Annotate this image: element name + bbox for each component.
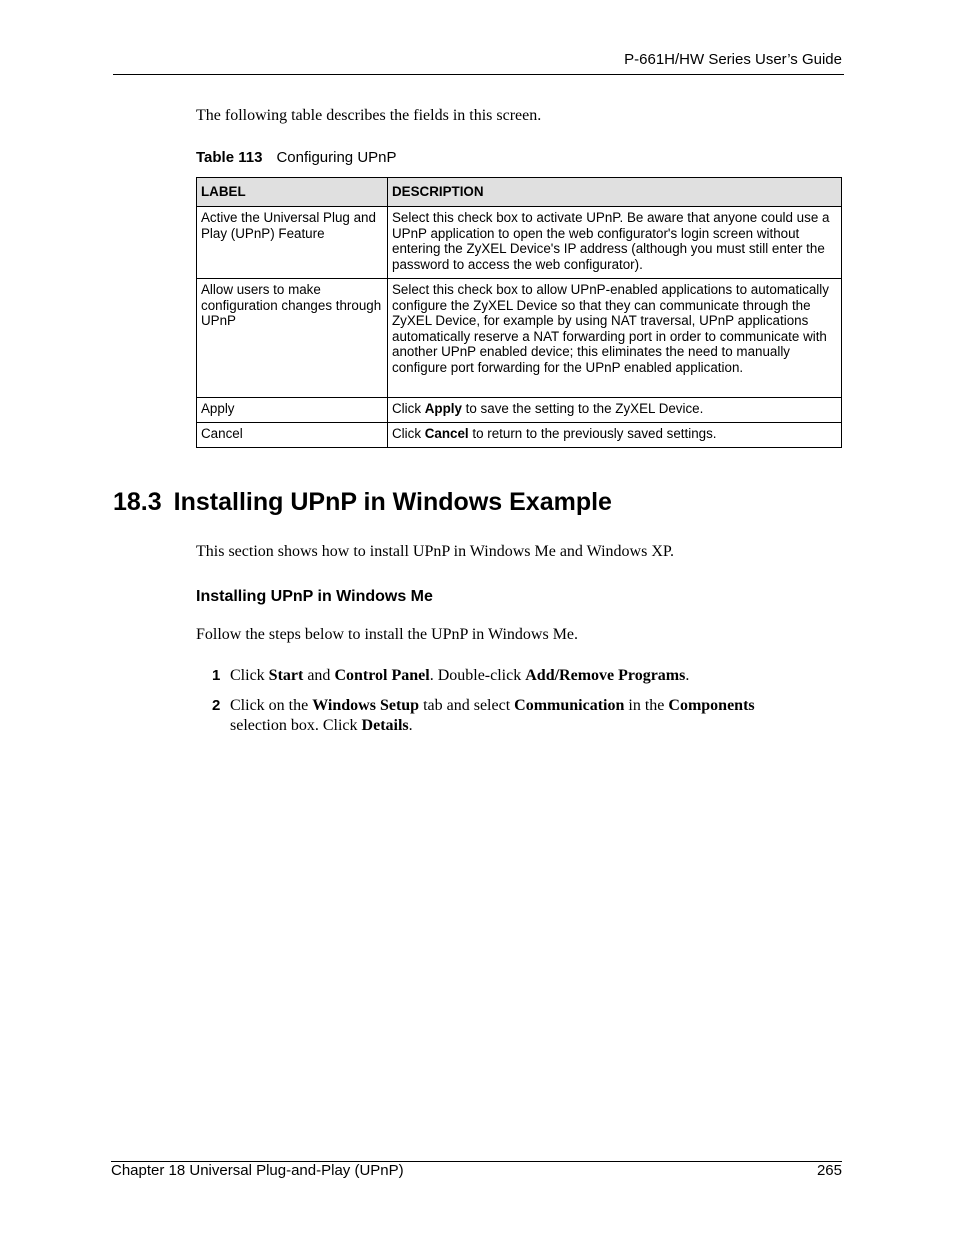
table-caption-title: Configuring UPnP	[276, 149, 397, 166]
step-text-run: Click	[230, 667, 269, 684]
row-label: Active the Universal Plug and Play (UPnP) Feature	[197, 207, 388, 279]
desc-text: Click	[392, 401, 425, 416]
row-label: Allow users to make configuration changes through UPnP	[197, 279, 388, 398]
step-number: 1	[212, 667, 221, 684]
intro-text: The following table describes the fields in this screen.	[196, 107, 542, 124]
section-title: Installing UPnP in Windows Example	[173, 488, 612, 516]
follow-text: Follow the steps below to install the UPnP in Windows Me.	[196, 626, 579, 643]
row-label: Cancel	[197, 423, 388, 448]
ui-term: Start	[268, 667, 304, 684]
table-row	[197, 279, 842, 398]
desc-bold: Cancel	[424, 426, 469, 441]
footer-chapter: Chapter 18 Universal Plug-and-Play (UPnP)	[111, 1162, 404, 1179]
section-number: 18.3	[113, 488, 162, 516]
ui-term: Communication	[514, 697, 625, 714]
section-heading	[113, 488, 612, 517]
desc-bold: Apply	[424, 401, 462, 416]
step-text-run: tab and select	[419, 697, 515, 714]
ui-term: Add/Remove Programs	[525, 667, 686, 684]
desc-text: to return to the previously saved settings.	[468, 426, 717, 441]
table-caption-number: Table 113	[196, 149, 263, 166]
fields-table	[196, 177, 842, 448]
step-text-run: in the	[624, 697, 669, 714]
row-description	[388, 398, 842, 423]
page-number: 265	[816, 1162, 842, 1179]
column-header-label: LABEL	[197, 178, 388, 207]
header-title: P-661H/HW Series User’s Guide	[624, 51, 842, 68]
step-text-run: and	[303, 667, 335, 684]
step-text-run: . Double-click	[429, 667, 526, 684]
table-caption	[196, 149, 397, 166]
step-item	[212, 666, 812, 686]
step-text-run: .	[408, 717, 413, 734]
row-description: Select this check box to activate UPnP. Be aware that anyone could use a UPnP application to open the web configurator's login screen without entering the ZyXEL Device's IP address (although you must still enter the password to access the web configurator).	[388, 207, 842, 279]
row-label: Apply	[197, 398, 388, 423]
step-text-run: Click on the	[230, 697, 313, 714]
step-text	[230, 666, 812, 686]
step-number: 2	[212, 697, 221, 714]
ui-term: Windows Setup	[312, 697, 420, 714]
desc-text: Click	[392, 426, 425, 441]
column-header-description: DESCRIPTION	[388, 178, 842, 207]
table-row	[197, 398, 842, 423]
table-row	[197, 423, 842, 448]
table-header-row	[197, 178, 842, 207]
ui-term: Control Panel	[334, 667, 430, 684]
step-text-run: .	[685, 667, 690, 684]
desc-text: to save the setting to the ZyXEL Device.	[461, 401, 704, 416]
row-description: Select this check box to allow UPnP-enabled applications to automatically configure the ZyXEL Device so that they can communicate through the ZyXEL Device, for example by using NAT traversal, UPnP applications automatically reserve a NAT forwarding port in order to communicate with another UPnP enabled device; this eliminates the need to manually configure port forwarding for the UPnP enabled application.	[388, 279, 842, 398]
header-divider	[113, 74, 844, 75]
row-description	[388, 423, 842, 448]
table-row	[197, 207, 842, 279]
ui-term: Details	[361, 717, 409, 734]
step-text	[230, 696, 812, 736]
step-item	[212, 696, 812, 736]
step-text-run: selection box. Click	[230, 717, 362, 734]
subheading: Installing UPnP in Windows Me	[196, 588, 433, 605]
ui-term: Components	[668, 697, 755, 714]
section-intro: This section shows how to install UPnP in Windows Me and Windows XP.	[196, 543, 674, 560]
